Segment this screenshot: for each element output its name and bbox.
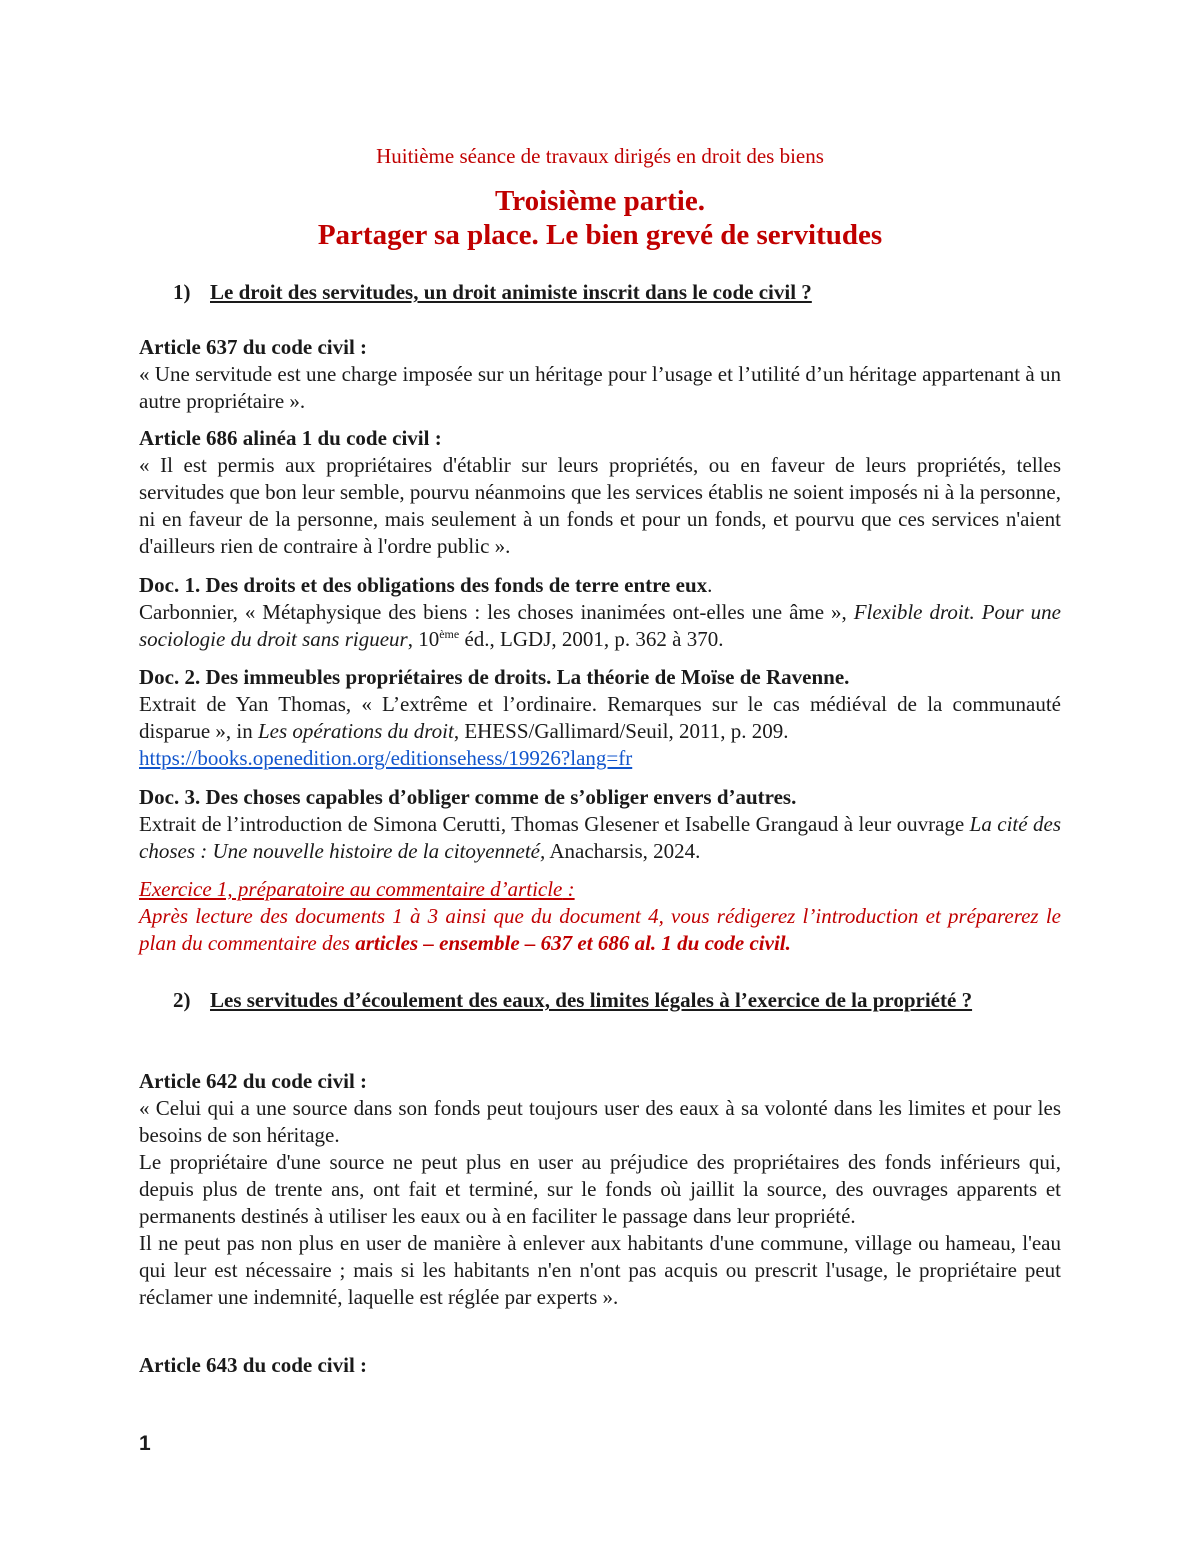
doc-1-ref-italic: Flexible droit. Pour une sociologie du droit sans rigueur bbox=[139, 600, 1061, 651]
doc-3-ref-end: Anacharsis, 2024. bbox=[545, 839, 701, 863]
section-1-heading bbox=[173, 279, 1061, 306]
doc-1-ref-start: Carbonnier, « Métaphysique des biens : les choses inanimées ont-elles une âme », bbox=[139, 600, 854, 624]
article-686-label: Article 686 alinéa 1 du code civil : bbox=[139, 426, 442, 450]
doc-1-ref-end: éd., LGDJ, 2001, p. 362 à 370. bbox=[459, 627, 724, 651]
title-line-1: Troisième partie. bbox=[495, 185, 705, 217]
document-title bbox=[0, 184, 1200, 252]
article-643-label: Article 643 du code civil : bbox=[139, 1353, 368, 1377]
article-642-paragraph-2: Le propriétaire d'une source ne peut plus en user au préjudice des propriétaires des fonds inférieurs qui, depuis plus de trente ans, ont fait et terminé, sur le fonds où jaillit la source, des ouvrages apparents et permanents destinés à utiliser les eaux ou à en faciliter le passage dans leur propriété. bbox=[139, 1150, 1061, 1228]
exercise-1-block bbox=[139, 876, 1061, 957]
section-1-number: 1) bbox=[173, 280, 191, 304]
exercise-1-title-end: : bbox=[562, 877, 575, 901]
doc-1-block bbox=[139, 572, 1061, 653]
doc-2-link[interactable]: https://books.openedition.org/editionsehess/19926?lang=fr bbox=[139, 746, 633, 770]
document-subtitle: Huitième séance de travaux dirigés en droit des biens bbox=[376, 144, 824, 168]
section-2-title: Les servitudes d’écoulement des eaux, des limites légales à l’exercice de la propriété ? bbox=[210, 988, 973, 1012]
doc-1-title bbox=[139, 572, 1061, 599]
section-2-heading bbox=[173, 987, 1061, 1014]
article-643-block bbox=[139, 1352, 1061, 1379]
article-686-text: « Il est permis aux propriétaires d'établir sur leurs propriétés, ou en faveur de leurs propriétés, telles servitudes que bon leur semble, pourvu néanmoins que les services établis ne soient imposés ni à la personne, ni en faveur de la personne, mais seulement à un fonds et pour un fonds, et pourvu que ces services n'aient d'ailleurs rien de contraire à l'ordre public ». bbox=[139, 453, 1061, 558]
doc-2-ref-italic: Les opérations du droit bbox=[257, 719, 454, 743]
doc-1-ref-sup: ème bbox=[439, 627, 460, 641]
doc-3-block bbox=[139, 784, 1061, 865]
exercise-1-heading bbox=[139, 876, 1061, 903]
doc-1-label: Doc. 1. Des droits et des obligations des fonds de terre entre eux bbox=[139, 573, 708, 597]
article-642-paragraph-1: « Celui qui a une source dans son fonds peut toujours user des eaux à sa volonté dans les limites et pour les besoins de son héritage. bbox=[139, 1096, 1061, 1147]
doc-1-label-end: . bbox=[707, 573, 713, 597]
doc-3-ref-start: Extrait de l’introduction de Simona Cerutti, Thomas Glesener et Isabelle Grangaud à leur ouvrage bbox=[139, 812, 970, 836]
article-642-paragraph-3: Il ne peut pas non plus en user de manière à enlever aux habitants d'une commune, village ou hameau, l'eau qui leur est nécessaire ; mais si les habitants n'en n'ont pas acquis ou prescrit l'usage, le propriétaire peut réclamer une indemnité, laquelle est réglée par experts ». bbox=[139, 1231, 1061, 1309]
exercise-1-text-bold: articles – ensemble – 637 et 686 al. 1 du code civil. bbox=[355, 931, 791, 955]
article-642-block bbox=[139, 1068, 1061, 1311]
doc-2-label: Doc. 2. Des immeubles propriétaires de droits. La théorie de Moïse de Ravenne. bbox=[139, 665, 850, 689]
article-637-block bbox=[139, 334, 1061, 415]
section-1-title: Le droit des servitudes, un droit animiste inscrit dans le code civil ? bbox=[210, 280, 812, 304]
doc-2-block bbox=[139, 664, 1061, 772]
page-number: 1 bbox=[139, 1432, 151, 1455]
doc-3-reference bbox=[139, 811, 1061, 865]
doc-3-label: Doc. 3. Des choses capables d’obliger comme de s’obliger envers d’autres. bbox=[139, 785, 797, 809]
doc-1-ref-edition: , 10 bbox=[407, 627, 440, 651]
article-642-label: Article 642 du code civil : bbox=[139, 1069, 368, 1093]
exercise-1-text: Après lecture des documents 1 à 3 ainsi que du document 4, vous rédigerez l’introduction et préparerez le plan du commentaire des bbox=[139, 904, 1061, 955]
exercise-1-instructions bbox=[139, 903, 1061, 957]
doc-2-ref-end: , EHESS/Gallimard/Seuil, 2011, p. 209. bbox=[453, 719, 789, 743]
article-686-block bbox=[139, 425, 1061, 560]
doc-3-ref-italic: La cité des choses : Une nouvelle histoire de la citoyenneté, bbox=[139, 812, 1061, 863]
article-637-label: Article 637 du code civil : bbox=[139, 335, 368, 359]
title-line-2: Partager sa place. Le bien grevé de servitudes bbox=[317, 219, 883, 251]
doc-2-reference bbox=[139, 691, 1061, 745]
article-637-text: « Une servitude est une charge imposée sur un héritage pour l’usage et l’utilité d’un héritage appartenant à un autre propriétaire ». bbox=[139, 362, 1061, 413]
doc-1-reference bbox=[139, 599, 1061, 653]
doc-2-ref-start: Extrait de Yan Thomas, « L’extrême et l’ordinaire. Remarques sur le cas médiéval de la communauté disparue », in bbox=[139, 692, 1061, 743]
section-2-number: 2) bbox=[173, 988, 191, 1012]
exercise-1-title: Exercice 1, préparatoire au commentaire d’article bbox=[139, 877, 563, 901]
